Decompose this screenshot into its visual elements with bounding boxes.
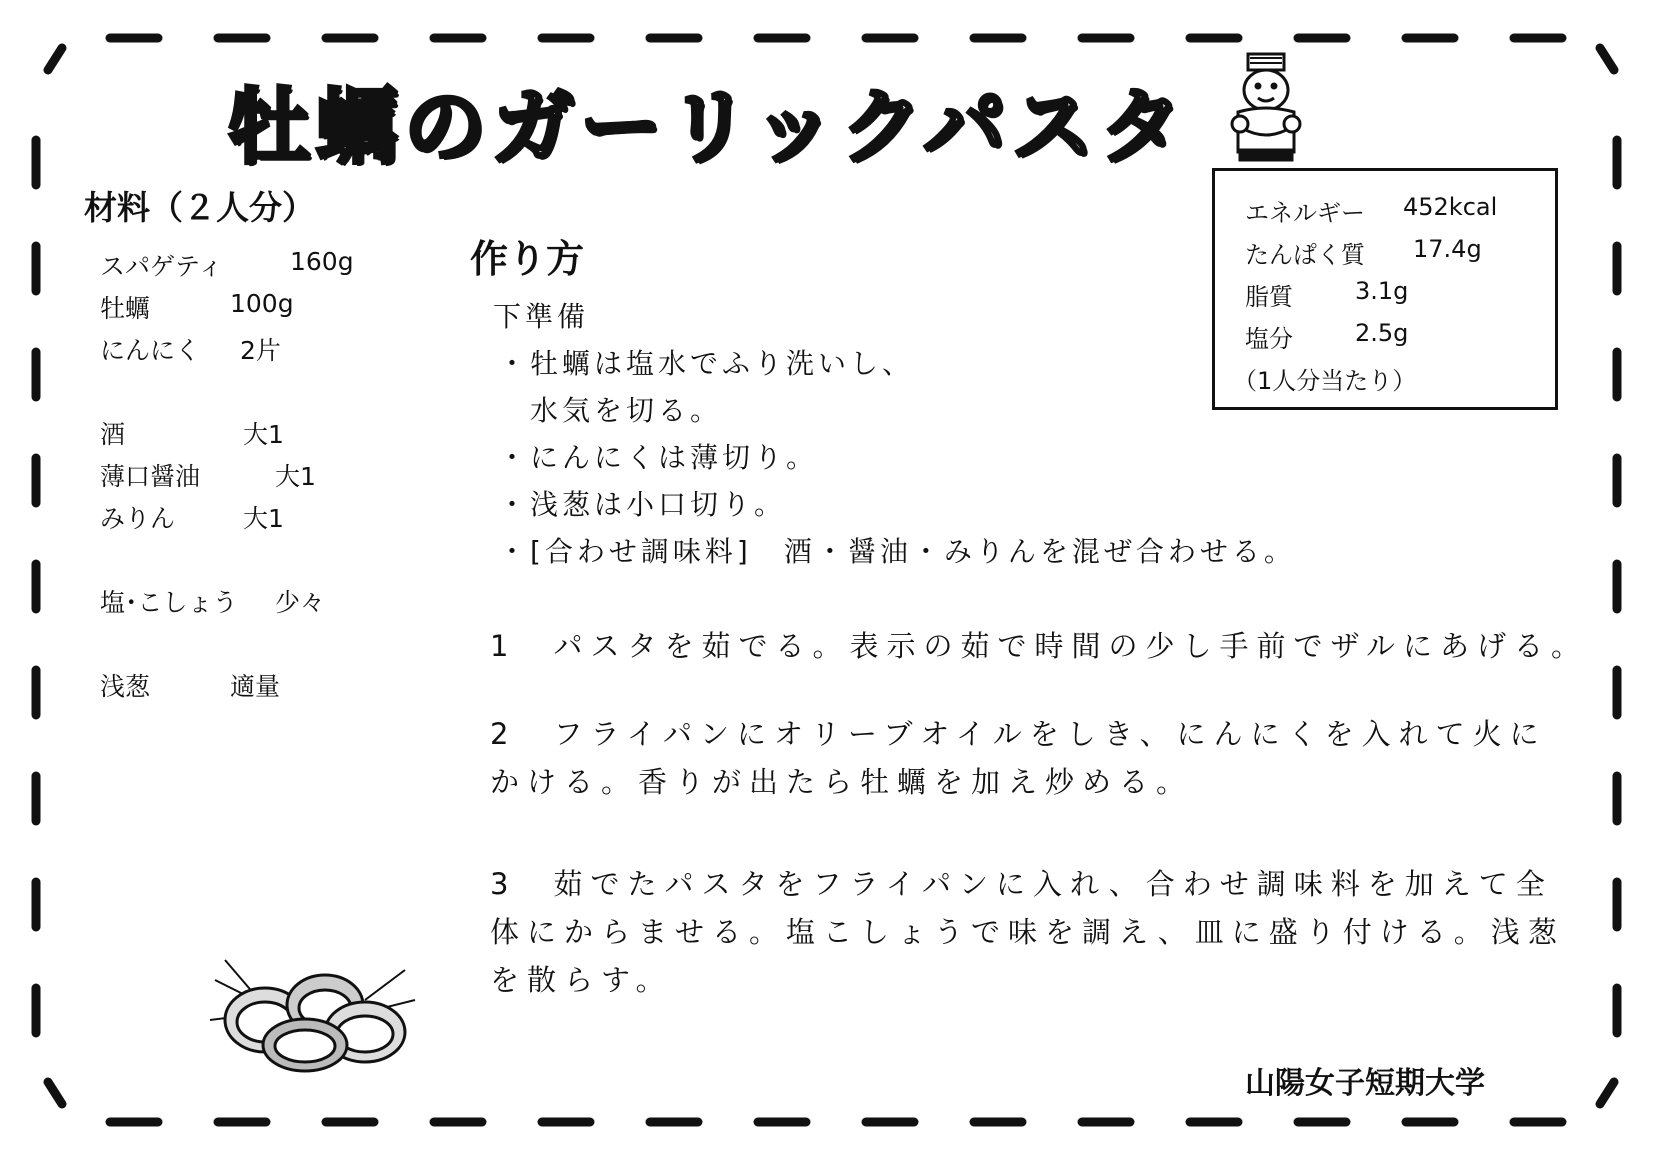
nutrition-box [1212, 168, 1558, 410]
step-line: を散らす。 [490, 963, 673, 997]
chef-mascot-icon [1218, 50, 1314, 170]
nutrition-label: 塩分 [1245, 325, 1293, 353]
nutrition-value: 452kcal [1403, 193, 1498, 221]
ingredient-name: 薄口醤油 [100, 462, 201, 491]
step-line: かける。香りが出たら牡蠣を加え炒める。 [490, 765, 1194, 799]
nutrition-label: たんぱく質 [1245, 241, 1365, 269]
border-dash [48, 1082, 62, 1104]
nutrition-row [1245, 193, 1498, 228]
border-dash [1600, 48, 1614, 70]
prep-line: ・にんにくは薄切り。 [498, 441, 819, 474]
footer-organization: 山陽女子短期大学 [1245, 1066, 1485, 1101]
nutrition-value: 3.1g [1355, 277, 1409, 305]
ingredient-name: みりん [100, 504, 176, 533]
ingredient-name: 酒 [100, 420, 126, 449]
nutrition-note: （1人分当たり） [1233, 367, 1417, 395]
prep-line: 水気を切る。 [498, 394, 723, 427]
step-line: 1 パスタを茹でる。表示の茹で時間の少し手前でザルにあげる。 [490, 629, 1589, 663]
method-step [490, 860, 1565, 1004]
border-dash [48, 48, 62, 70]
oyster-illustration-icon [205, 950, 425, 1080]
method-heading: 作り方 [470, 237, 585, 281]
ingredient-qty: 大1 [243, 504, 284, 533]
nutrition-value: 17.4g [1413, 235, 1482, 263]
ingredient-qty: 少々 [275, 588, 326, 617]
ingredient-qty: 適量 [230, 672, 281, 701]
method-step [490, 622, 1588, 670]
ingredient-qty: 160g [290, 247, 354, 276]
ingredient-name: 塩･こしょう [100, 588, 238, 617]
nutrition-value: 2.5g [1355, 319, 1409, 347]
step-line: 2 フライパンにオリーブオイルをしき、にんにくを入れて火に [490, 717, 1547, 751]
nutrition-label: 脂質 [1245, 283, 1293, 311]
ingredient-qty: 2片 [240, 336, 281, 365]
nutrition-row [1245, 235, 1482, 270]
ingredient-qty: 100g [230, 289, 294, 318]
recipe-title: 牡蠣のガーリックパスタ [228, 80, 1188, 175]
prep-line: ・牡蠣は塩水でふり洗いし、 [498, 347, 915, 380]
ingredient-qty: 大1 [275, 462, 316, 491]
prep-line: ・浅葱は小口切り。 [498, 488, 787, 521]
border-dash [1600, 1082, 1614, 1104]
step-line: 3 茹でたパスタをフライパンに入れ、合わせ調味料を加えて全 [490, 867, 1553, 901]
method-step [490, 710, 1547, 806]
ingredient-name: 浅葱 [100, 672, 151, 701]
ingredients-heading: 材料（２人分） [84, 188, 315, 227]
ingredient-name: スパゲティ [100, 252, 224, 281]
ingredient-name: にんにく [100, 336, 201, 365]
step-line: 体にからませる。塩こしょうで味を調え、皿に盛り付ける。浅葱 [490, 915, 1565, 949]
prep-line: ・[合わせ調味料] 酒・醤油・みりんを混ぜ合わせる。 [498, 535, 1296, 568]
nutrition-row [1245, 319, 1409, 354]
ingredient-name: 牡蠣 [100, 294, 151, 323]
prep-heading: 下準備 [493, 300, 590, 333]
nutrition-row [1245, 277, 1409, 312]
nutrition-label: エネルギー [1245, 199, 1365, 227]
ingredient-qty: 大1 [243, 420, 284, 449]
